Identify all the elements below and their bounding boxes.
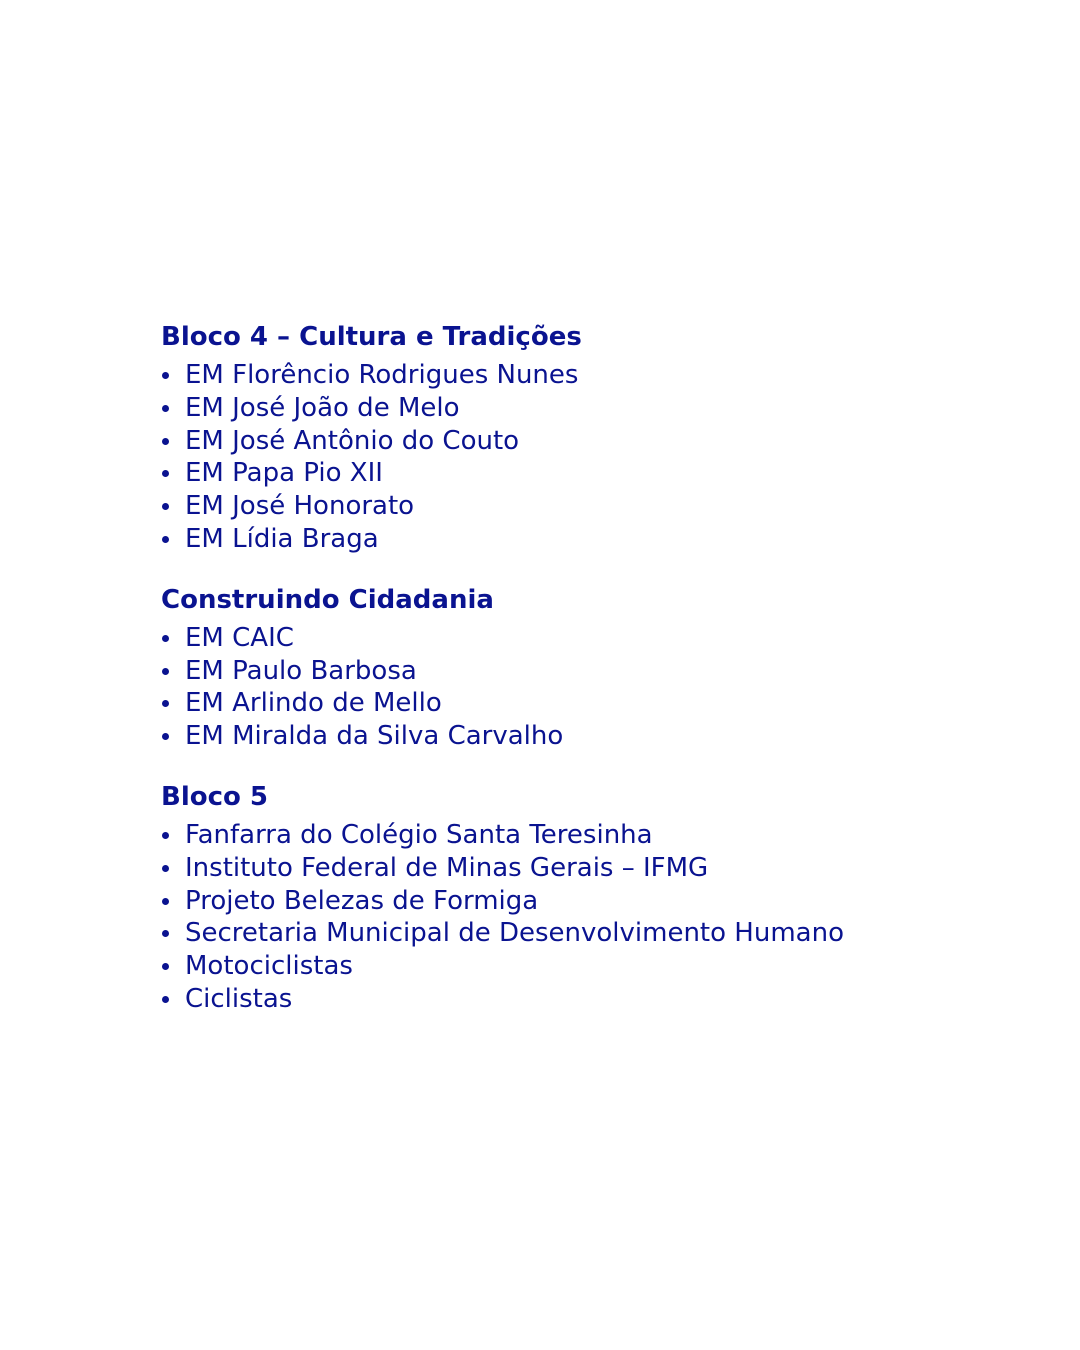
- list-item: [161, 523, 1041, 556]
- list-item: [161, 622, 1041, 655]
- list-item: [161, 852, 1041, 885]
- list-item-label: Projeto Belezas de Formiga: [185, 885, 539, 916]
- bullet-icon: [162, 898, 169, 905]
- list-item: [161, 687, 1041, 720]
- bullet-icon: [162, 503, 169, 510]
- bullet-icon: [162, 700, 169, 707]
- bullet-icon: [162, 930, 169, 937]
- section-bloco-5: [161, 778, 1041, 1016]
- bullet-icon: [162, 832, 169, 839]
- list-item-label: EM José João de Melo: [185, 392, 460, 423]
- list-item-label: Fanfarra do Colégio Santa Teresinha: [185, 819, 653, 850]
- list-item-label: EM Miralda da Silva Carvalho: [185, 721, 564, 752]
- list-item: [161, 819, 1041, 852]
- list-item-label: EM Papa Pio XII: [185, 458, 383, 489]
- item-list: [161, 622, 1041, 753]
- bullet-icon: [162, 668, 169, 675]
- list-item: [161, 950, 1041, 983]
- list-item-label: Motociclistas: [185, 951, 353, 982]
- bullet-icon: [162, 470, 169, 477]
- list-item-label: EM José Honorato: [185, 491, 415, 522]
- list-item-label: EM Paulo Barbosa: [185, 655, 417, 686]
- section-construindo-cidadania: [161, 581, 1041, 753]
- list-item: [161, 655, 1041, 688]
- list-item-label: Ciclistas: [185, 983, 293, 1014]
- bullet-icon: [162, 536, 169, 543]
- document-content: [161, 318, 1041, 1016]
- section-title: Construindo Cidadania: [161, 584, 494, 615]
- list-item: [161, 392, 1041, 425]
- list-item: [161, 490, 1041, 523]
- bullet-icon: [162, 635, 169, 642]
- list-item: [161, 359, 1041, 392]
- section-title: Bloco 5: [161, 781, 269, 812]
- list-item-label: EM CAIC: [185, 622, 294, 653]
- bullet-icon: [162, 438, 169, 445]
- bullet-icon: [162, 996, 169, 1003]
- list-item: [161, 917, 1041, 950]
- list-item-label: EM Lídia Braga: [185, 523, 379, 554]
- bullet-icon: [162, 405, 169, 412]
- section-title: Bloco 4 – Cultura e Tradições: [161, 322, 582, 352]
- list-item: [161, 457, 1041, 490]
- bullet-icon: [162, 865, 169, 872]
- list-item-label: EM Arlindo de Mello: [185, 688, 442, 719]
- bullet-icon: [162, 372, 169, 379]
- item-list: [161, 819, 1041, 1016]
- list-item-label: EM José Antônio do Couto: [185, 425, 520, 456]
- list-item: [161, 885, 1041, 918]
- list-item: [161, 425, 1041, 458]
- list-item: [161, 720, 1041, 753]
- list-item-label: Secretaria Municipal de Desenvolvimento Humano: [185, 918, 844, 949]
- item-list: [161, 359, 1041, 556]
- list-item-label: EM Florêncio Rodrigues Nunes: [185, 360, 579, 390]
- list-item: [161, 983, 1041, 1016]
- bullet-icon: [162, 963, 169, 970]
- section-bloco-4: [161, 318, 1041, 556]
- list-item-label: Instituto Federal de Minas Gerais – IFMG: [185, 852, 709, 883]
- bullet-icon: [162, 733, 169, 740]
